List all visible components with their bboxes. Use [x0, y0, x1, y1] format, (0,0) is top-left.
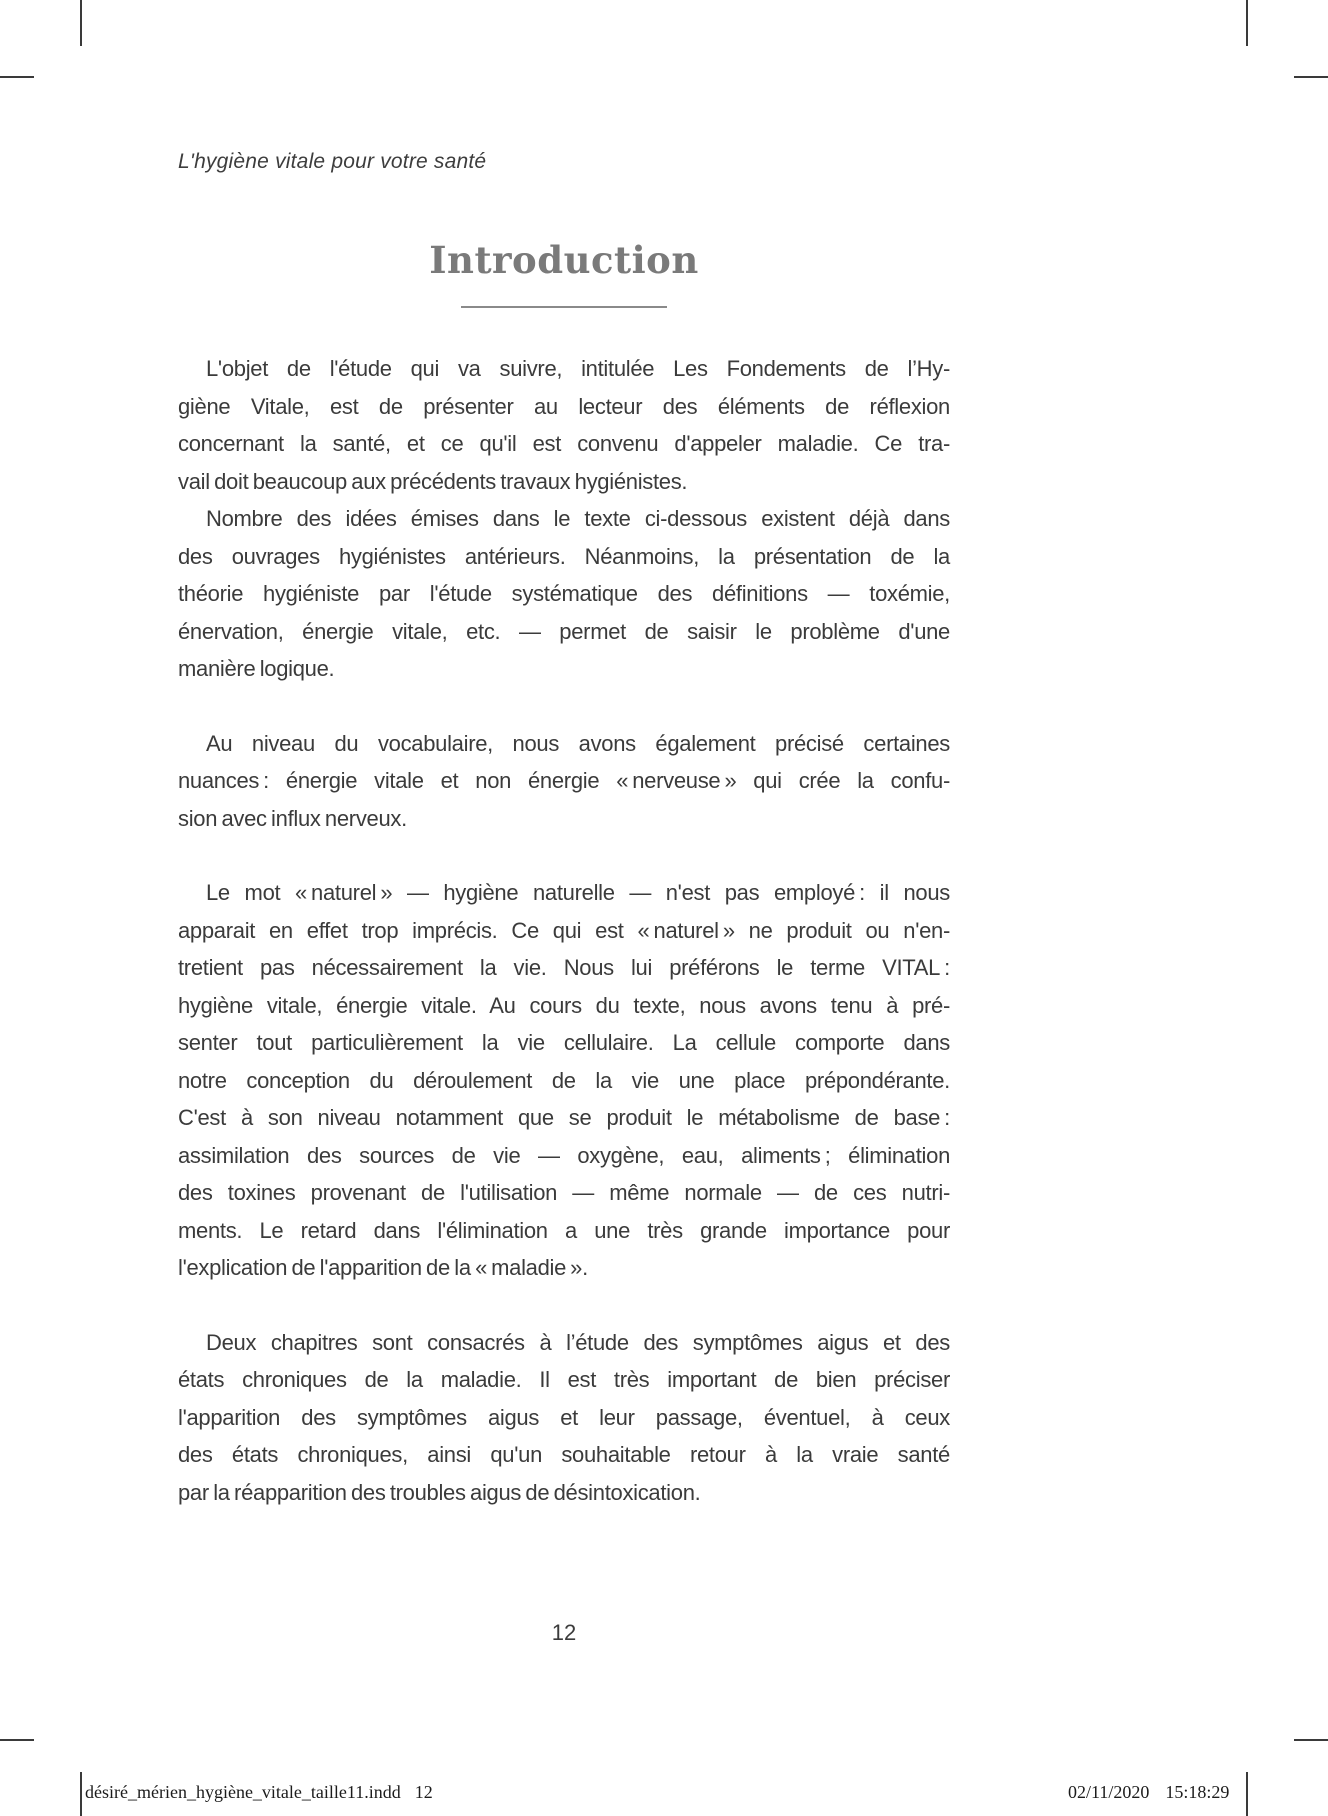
chapter-title: Introduction — [429, 238, 699, 282]
body-line: théorie hygiéniste par l'étude systématique des définitions — toxémie, — [178, 581, 950, 606]
crop-mark-top-right-horizontal — [1294, 76, 1328, 78]
body-line: sion avec influx nerveux. — [178, 805, 407, 831]
body-line: apparait en effet trop imprécis. Ce qui est « naturel » ne produit ou n'en- — [178, 917, 950, 943]
body-text — [178, 350, 950, 1511]
body-paragraph — [178, 350, 950, 500]
body-line: Deux chapitres sont consacrés à l’étude des symptômes aigus et des — [206, 1329, 950, 1355]
body-line: Le mot « naturel » — hygiène naturelle — n'est pas employé : il nous — [206, 880, 950, 905]
body-line: par la réapparition des troubles aigus de désintoxication. — [178, 1479, 701, 1505]
body-line: ments. Le retard dans l'élimination a une très grande importance pour — [178, 1217, 950, 1243]
body-line: notre conception du déroulement de la vie une place prépondérante. — [178, 1067, 950, 1093]
body-line: L'objet de l'étude qui va suivre, intitulée Les Fondements de l’Hy- — [206, 356, 950, 381]
body-line: l'explication de l'apparition de la « maladie ». — [178, 1255, 588, 1280]
body-line: nuances : énergie vitale et non énergie « nerveuse » qui crée la confu- — [178, 768, 950, 793]
crop-mark-top-right-vertical — [1246, 0, 1248, 46]
crop-mark-top-left-horizontal — [0, 76, 34, 78]
body-paragraph — [178, 1324, 950, 1512]
body-paragraph — [178, 500, 950, 688]
body-line: des ouvrages hygiénistes antérieurs. Néanmoins, la présentation de la — [178, 543, 950, 569]
slug-filename: désiré_mérien_hygiène_vitale_taille11.indd — [85, 1782, 401, 1802]
body-line: manière logique. — [178, 656, 335, 681]
body-line: vail doit beaucoup aux précédents travaux hygiénistes. — [178, 468, 688, 494]
crop-mark-bottom-left-horizontal — [0, 1739, 34, 1741]
body-paragraph — [178, 725, 950, 838]
body-line: assimilation des sources de vie — oxygène, eau, aliments ; élimination — [178, 1142, 950, 1168]
slug-time: 15:18:29 — [1165, 1782, 1230, 1802]
page-number: 12 — [551, 1620, 577, 1645]
body-line: l'apparition des symptômes aigus et leur passage, éventuel, à ceux — [178, 1404, 950, 1430]
crop-mark-bottom-left-vertical — [80, 1772, 82, 1816]
crop-mark-bottom-right-vertical — [1246, 1772, 1248, 1816]
body-line: des toxines provenant de l'utilisation — même normale — de ces nutri- — [178, 1180, 950, 1205]
body-line: Au niveau du vocabulaire, nous avons également précisé certaines — [206, 730, 950, 756]
crop-mark-bottom-right-horizontal — [1294, 1739, 1328, 1741]
body-paragraph — [178, 874, 950, 1287]
body-line: concernant la santé, et ce qu'il est convenu d'appeler maladie. Ce tra- — [178, 431, 950, 456]
slug-filename-page: 12 — [414, 1782, 433, 1802]
body-line: énervation, énergie vitale, etc. — permet de saisir le problème d'une — [178, 618, 950, 644]
body-line: tretient pas nécessairement la vie. Nous lui préférons le terme VITAL : — [178, 955, 950, 980]
body-line: hygiène vitale, énergie vitale. Au cours du texte, nous avons tenu à pré- — [178, 992, 950, 1018]
crop-mark-top-left-vertical — [80, 0, 82, 46]
title-rule — [461, 306, 667, 308]
body-line: C'est à son niveau notamment que se produit le métabolisme de base : — [178, 1105, 950, 1130]
body-line: giène Vitale, est de présenter au lecteur des éléments de réflexion — [178, 393, 950, 419]
slug-filename-line — [85, 1782, 433, 1803]
body-line: états chroniques de la maladie. Il est très important de bien préciser — [178, 1367, 950, 1392]
running-header: L'hygiène vitale pour votre santé — [178, 150, 487, 173]
body-line: des états chroniques, ainsi qu'un souhaitable retour à la vraie santé — [178, 1442, 950, 1467]
slug-datetime — [1068, 1782, 1229, 1803]
slug-date: 02/11/2020 — [1068, 1782, 1150, 1802]
body-line: senter tout particulièrement la vie cellulaire. La cellule comporte dans — [178, 1030, 950, 1055]
body-line: Nombre des idées émises dans le texte ci-dessous existent déjà dans — [206, 506, 950, 531]
